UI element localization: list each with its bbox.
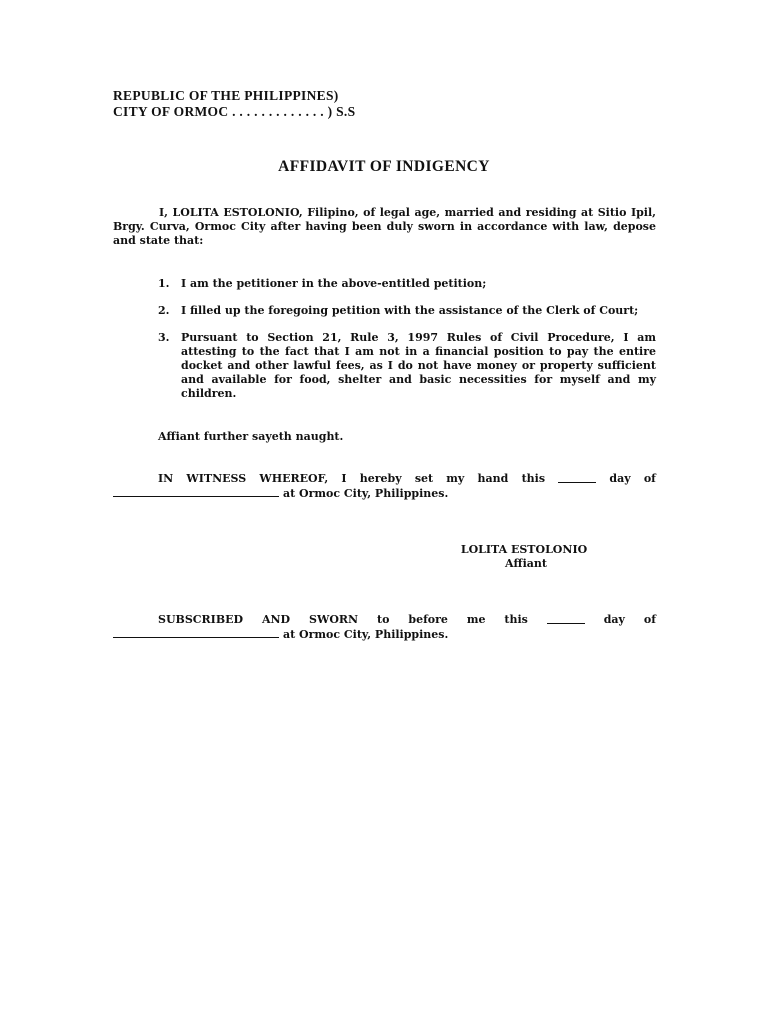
witness-line-2 bbox=[113, 486, 656, 501]
witness-word: set bbox=[414, 472, 434, 485]
list-item-text: I filled up the foregoing petition with the assistance of the Clerk of Court; bbox=[181, 304, 639, 317]
witness-word: WHEREOF, bbox=[259, 472, 329, 485]
list-item-number: 2. bbox=[158, 304, 170, 317]
further-statement: Affiant further sayeth naught. bbox=[158, 430, 344, 443]
list-item bbox=[158, 304, 656, 318]
subscribed-word: SUBSCRIBED bbox=[158, 613, 244, 626]
subscribed-word: day bbox=[603, 613, 625, 626]
venue-city-line: CITY OF ORMOC . . . . . . . . . . . . . ) S.S bbox=[113, 104, 356, 119]
witness-word: this bbox=[521, 472, 546, 485]
subscribed-line-2 bbox=[113, 627, 656, 642]
subscribed-line-1 bbox=[113, 613, 656, 627]
witness-word: day bbox=[609, 472, 631, 485]
witness-word: hereby bbox=[359, 472, 402, 485]
statements-list bbox=[158, 277, 656, 414]
witness-place: at Ormoc City, Philippines. bbox=[283, 487, 449, 500]
list-item-number: 1. bbox=[158, 277, 170, 290]
affiant-name: LOLITA ESTOLONIO bbox=[460, 543, 588, 556]
affiant-role: Affiant bbox=[505, 557, 547, 570]
list-item-text: I am the petitioner in the above-entitled petition; bbox=[181, 277, 487, 290]
subscribed-word: me bbox=[466, 613, 486, 626]
witness-word: WITNESS bbox=[186, 472, 247, 485]
witness-word: my bbox=[446, 472, 465, 485]
subscribed-word: AND bbox=[261, 613, 291, 626]
witness-word: IN bbox=[158, 472, 174, 485]
intro-paragraph: I, LOLITA ESTOLONIO, Filipino, of legal age, married and residing at Sitio Ipil, Brgy. Curva, Ormoc City after having been duly sworn in accordance with law, depose and state that: bbox=[113, 206, 656, 247]
witness-word: I bbox=[341, 472, 347, 485]
subscribed-word: of bbox=[643, 613, 656, 626]
subscribed-month-blank[interactable] bbox=[113, 627, 279, 638]
subscribed-place: at Ormoc City, Philippines. bbox=[283, 628, 449, 641]
list-item bbox=[158, 277, 656, 291]
list-item bbox=[158, 331, 656, 401]
witness-day-blank[interactable] bbox=[558, 472, 596, 483]
subscribed-word: SWORN bbox=[309, 613, 359, 626]
signature-block bbox=[449, 543, 599, 571]
witness-month-blank[interactable] bbox=[113, 486, 279, 497]
witness-word: of bbox=[643, 472, 656, 485]
list-item-number: 3. bbox=[158, 331, 170, 344]
venue-republic-line: REPUBLIC OF THE PHILIPPINES) bbox=[113, 88, 339, 103]
subscribed-word: this bbox=[504, 613, 528, 626]
document-title: AFFIDAVIT OF INDIGENCY bbox=[278, 158, 490, 175]
witness-clause bbox=[113, 472, 656, 501]
subscribed-word: to bbox=[377, 613, 390, 626]
subscribed-word: before bbox=[408, 613, 448, 626]
list-item-text: Pursuant to Section 21, Rule 3, 1997 Rules of Civil Procedure, I am attesting to the fact that I am not in a financial position to pay the entire docket and other lawful fees, as I do not have money or property sufficient and available for food, shelter and basic necessities for myself and my children. bbox=[181, 331, 656, 400]
venue-block bbox=[113, 88, 355, 120]
subscribed-clause bbox=[113, 613, 656, 642]
subscribed-day-blank[interactable] bbox=[547, 613, 585, 624]
witness-line-1 bbox=[113, 472, 656, 486]
witness-word: hand bbox=[477, 472, 509, 485]
